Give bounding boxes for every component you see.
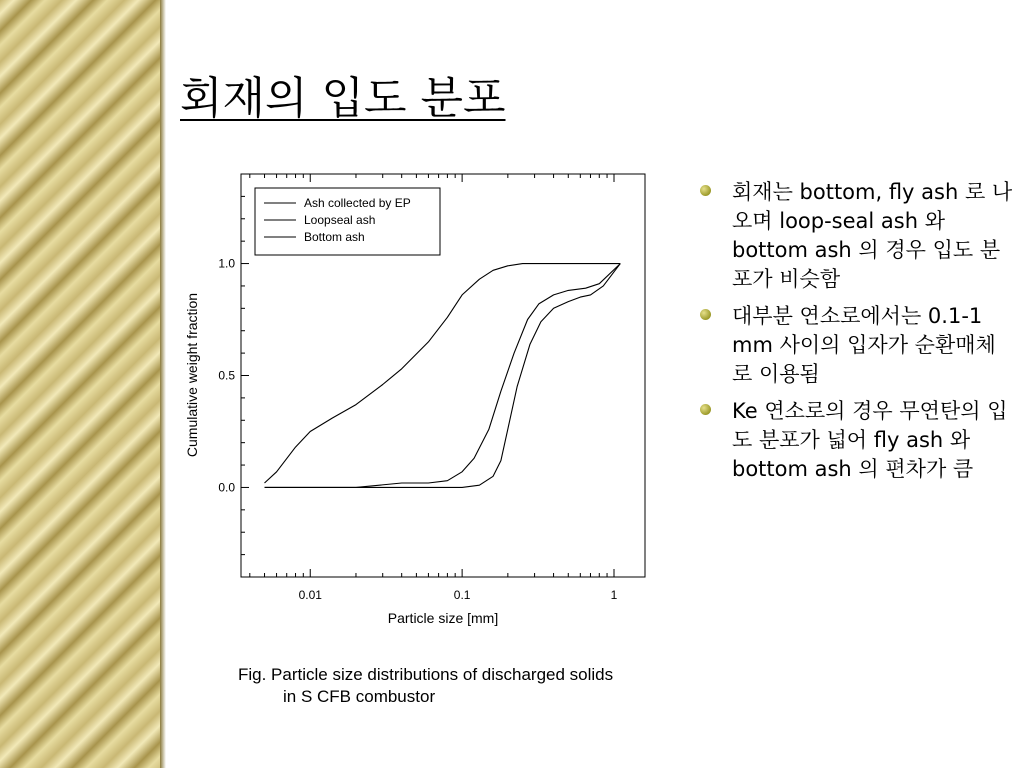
rope-shadow-decoration [160,0,166,768]
bullet-text: 대부분 연소로에서는 0.1-1 mm 사이의 입자가 순환매체로 이용됨 [732,304,996,386]
y-tick-label: 1.0 [218,256,235,271]
y-tick-label: 0.0 [218,480,235,495]
bullet-item [698,302,1016,389]
legend-label-bottom: Bottom ash [304,230,365,244]
legend-label-ep: Ash collected by EP [304,196,411,210]
legend-label-loopseal: Loopseal ash [304,213,376,227]
bullet-text: 회재는 bottom, fly ash 로 나오며 loop-seal ash 와 bottom ash 의 경우 입도 분포가 비슷함 [732,180,1013,291]
slide-title: 회재의 입도 분포 [180,73,506,124]
y-tick-label: 0.5 [218,368,235,383]
legend [255,188,440,255]
bullet-item [698,178,1016,294]
caption-line-1: Fig. Particle size distributions of discharged solids [238,665,614,684]
particle-size-chart [170,160,660,640]
caption-line-2: in S CFB combustor [283,687,436,706]
x-tick-label: 1 [610,588,618,602]
bullet-list [698,178,1016,492]
bullet-text: Ke 연소로의 경우 무연탄의 입도 분포가 넓어 fly ash 와 bottom ash 의 편차가 큼 [732,399,1008,481]
x-tick-label: 0.01 [298,588,322,602]
x-tick-label: 0.1 [453,588,471,602]
x-axis-label: Particle size [mm] [387,610,499,626]
bullet-dot-icon [700,185,711,196]
figure-caption [238,664,708,708]
y-axis-label: Cumulative weight fraction [184,292,200,458]
rope-border-decoration [0,0,160,768]
bullet-dot-icon [700,404,711,415]
bullet-item [698,397,1016,484]
bullet-dot-icon [700,309,711,320]
